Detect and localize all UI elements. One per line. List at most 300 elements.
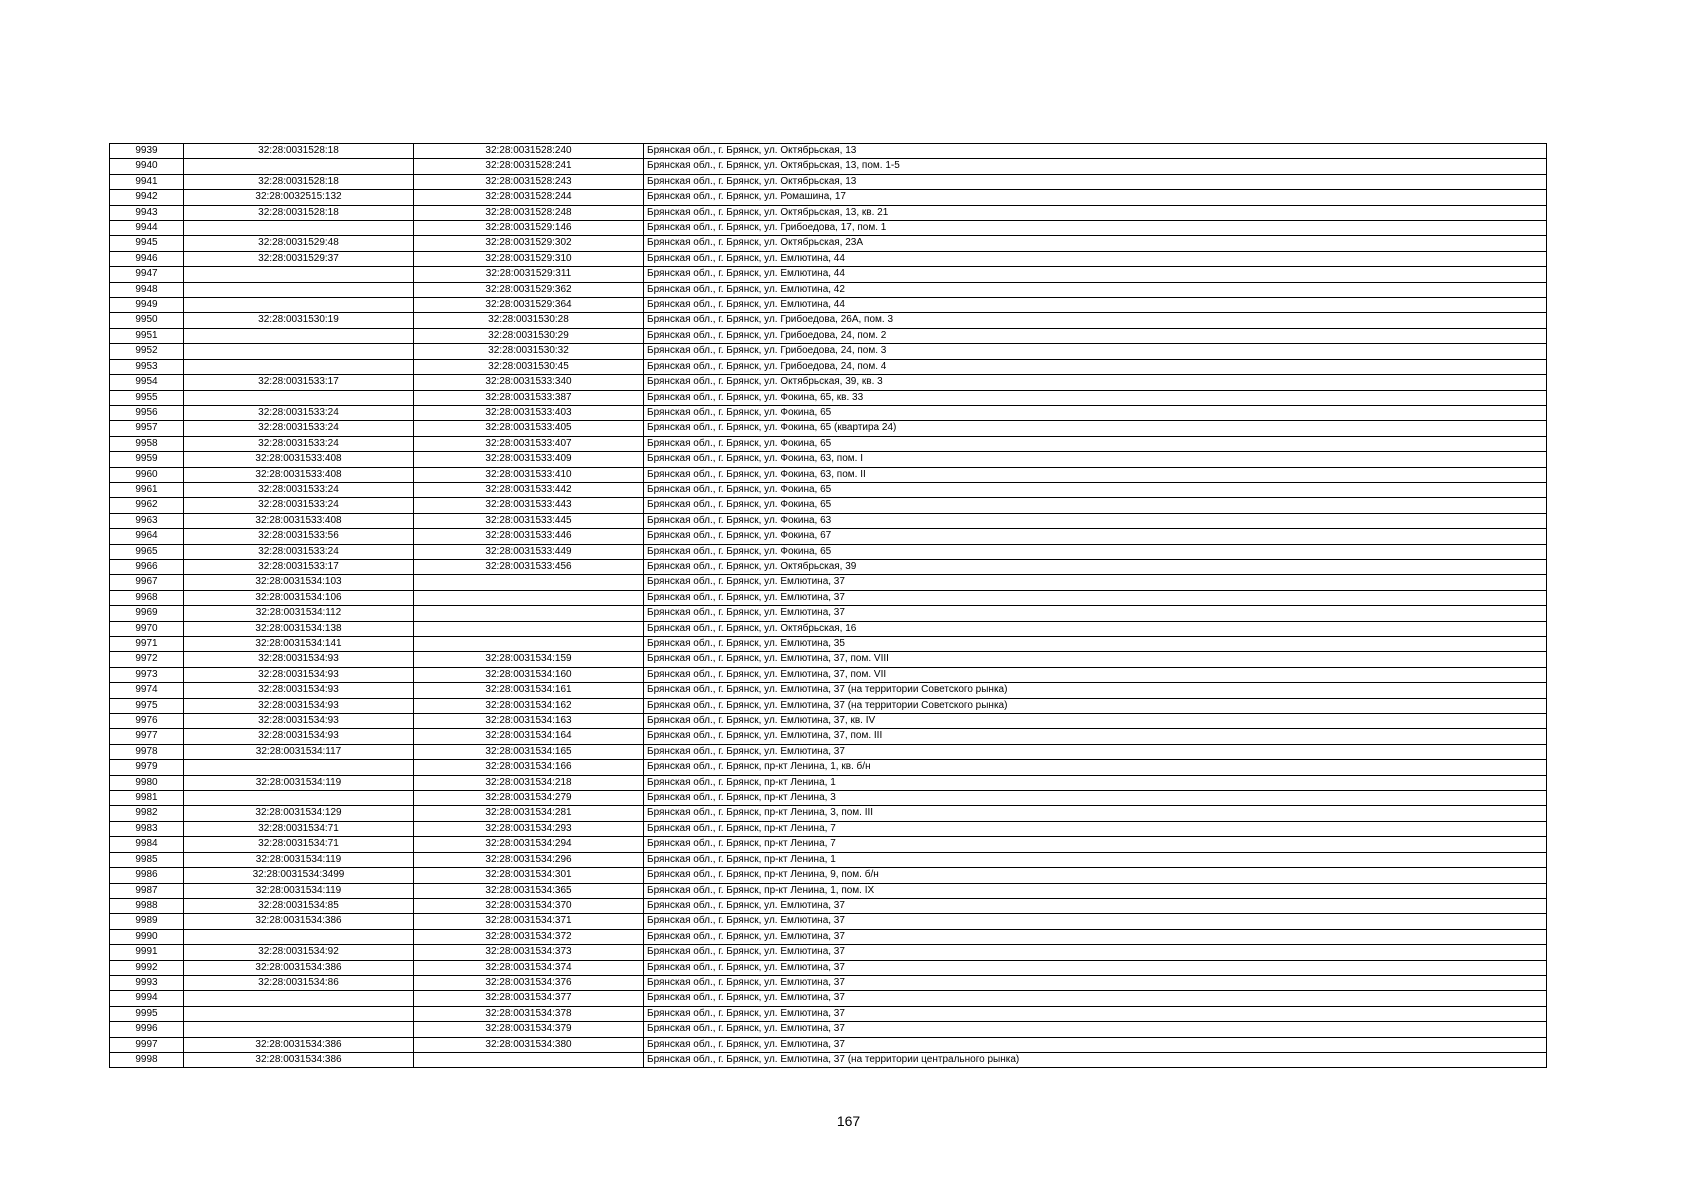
row-number-cell: 9968 bbox=[110, 590, 184, 605]
row-number-cell: 9997 bbox=[110, 1037, 184, 1052]
address-cell: Брянская обл., г. Брянск, ул. Емлютина, 37 bbox=[644, 606, 1547, 621]
table-row bbox=[110, 1006, 1547, 1021]
cadastral-number-cell: 32:28:0031533:403 bbox=[414, 405, 644, 420]
table-row bbox=[110, 945, 1547, 960]
row-number-cell: 9954 bbox=[110, 375, 184, 390]
table-row bbox=[110, 267, 1547, 282]
table-row bbox=[110, 898, 1547, 913]
table-row bbox=[110, 637, 1547, 652]
parent-cadastral-number-cell: 32:28:0031534:93 bbox=[184, 683, 414, 698]
parent-cadastral-number-cell: 32:28:0031534:106 bbox=[184, 590, 414, 605]
parent-cadastral-number-cell: 32:28:0031534:112 bbox=[184, 606, 414, 621]
address-cell: Брянская обл., г. Брянск, ул. Емлютина, 37 bbox=[644, 945, 1547, 960]
row-number-cell: 9965 bbox=[110, 544, 184, 559]
address-cell: Брянская обл., г. Брянск, пр-кт Ленина, 3 bbox=[644, 791, 1547, 806]
row-number-cell: 9992 bbox=[110, 960, 184, 975]
row-number-cell: 9955 bbox=[110, 390, 184, 405]
table-row bbox=[110, 652, 1547, 667]
address-cell: Брянская обл., г. Брянск, ул. Фокина, 63, пом. I bbox=[644, 452, 1547, 467]
row-number-cell: 9945 bbox=[110, 236, 184, 251]
row-number-cell: 9972 bbox=[110, 652, 184, 667]
row-number-cell: 9989 bbox=[110, 914, 184, 929]
address-cell: Брянская обл., г. Брянск, ул. Грибоедова, 24, пом. 2 bbox=[644, 328, 1547, 343]
cadastral-number-cell: 32:28:0031534:372 bbox=[414, 929, 644, 944]
parent-cadastral-number-cell: 32:28:0031529:37 bbox=[184, 251, 414, 266]
row-number-cell: 9982 bbox=[110, 806, 184, 821]
address-cell: Брянская обл., г. Брянск, ул. Емлютина, 37 bbox=[644, 929, 1547, 944]
parent-cadastral-number-cell: 32:28:0031533:408 bbox=[184, 513, 414, 528]
page-number: 167 bbox=[836, 1113, 861, 1129]
table-row bbox=[110, 1037, 1547, 1052]
parent-cadastral-number-cell: 32:28:0031534:141 bbox=[184, 637, 414, 652]
row-number-cell: 9988 bbox=[110, 898, 184, 913]
table-row bbox=[110, 806, 1547, 821]
address-cell: Брянская обл., г. Брянск, ул. Емлютина, 37 bbox=[644, 960, 1547, 975]
parent-cadastral-number-cell: 32:28:0032515:132 bbox=[184, 190, 414, 205]
address-cell: Брянская обл., г. Брянск, ул. Октябрьская, 39, кв. 3 bbox=[644, 375, 1547, 390]
cadastral-number-cell: 32:28:0031529:364 bbox=[414, 298, 644, 313]
table-row bbox=[110, 991, 1547, 1006]
document-sheet bbox=[109, 143, 1546, 1068]
parent-cadastral-number-cell bbox=[184, 359, 414, 374]
table-row bbox=[110, 590, 1547, 605]
table-row bbox=[110, 852, 1547, 867]
table-row bbox=[110, 791, 1547, 806]
cadastral-number-cell: 32:28:0031534:301 bbox=[414, 868, 644, 883]
address-cell: Брянская обл., г. Брянск, ул. Емлютина, 37 bbox=[644, 744, 1547, 759]
cadastral-number-cell: 32:28:0031534:376 bbox=[414, 975, 644, 990]
table-row bbox=[110, 221, 1547, 236]
parent-cadastral-number-cell: 32:28:0031528:18 bbox=[184, 205, 414, 220]
address-cell: Брянская обл., г. Брянск, ул. Фокина, 65 bbox=[644, 436, 1547, 451]
row-number-cell: 9996 bbox=[110, 1022, 184, 1037]
parent-cadastral-number-cell: 32:28:0031533:17 bbox=[184, 559, 414, 574]
address-cell: Брянская обл., г. Брянск, ул. Емлютина, 37 bbox=[644, 1037, 1547, 1052]
cadastral-number-cell: 32:28:0031529:310 bbox=[414, 251, 644, 266]
parent-cadastral-number-cell: 32:28:0031534:386 bbox=[184, 914, 414, 929]
row-number-cell: 9964 bbox=[110, 529, 184, 544]
cadastral-number-cell: 32:28:0031534:162 bbox=[414, 698, 644, 713]
parent-cadastral-number-cell: 32:28:0031534:386 bbox=[184, 1052, 414, 1067]
row-number-cell: 9943 bbox=[110, 205, 184, 220]
address-cell: Брянская обл., г. Брянск, ул. Емлютина, 37 bbox=[644, 991, 1547, 1006]
address-cell: Брянская обл., г. Брянск, ул. Фокина, 65 bbox=[644, 544, 1547, 559]
address-cell: Брянская обл., г. Брянск, ул. Фокина, 65 (квартира 24) bbox=[644, 421, 1547, 436]
address-cell: Брянская обл., г. Брянск, ул. Емлютина, 37 (на территории Советского рынка) bbox=[644, 683, 1547, 698]
row-number-cell: 9944 bbox=[110, 221, 184, 236]
address-cell: Брянская обл., г. Брянск, ул. Емлютина, 44 bbox=[644, 298, 1547, 313]
row-number-cell: 9941 bbox=[110, 174, 184, 189]
cadastral-number-cell: 32:28:0031534:218 bbox=[414, 775, 644, 790]
row-number-cell: 9987 bbox=[110, 883, 184, 898]
address-cell: Брянская обл., г. Брянск, ул. Емлютина, 37 bbox=[644, 1022, 1547, 1037]
address-cell: Брянская обл., г. Брянск, ул. Емлютина, 37, кв. IV bbox=[644, 714, 1547, 729]
table-row bbox=[110, 883, 1547, 898]
table-row bbox=[110, 452, 1547, 467]
row-number-cell: 9951 bbox=[110, 328, 184, 343]
address-cell: Брянская обл., г. Брянск, ул. Емлютина, 37 (на территории центрального рынка) bbox=[644, 1052, 1547, 1067]
cadastral-number-cell: 32:28:0031534:379 bbox=[414, 1022, 644, 1037]
parent-cadastral-number-cell: 32:28:0031533:24 bbox=[184, 436, 414, 451]
table-row bbox=[110, 975, 1547, 990]
cadastral-number-cell: 32:28:0031528:243 bbox=[414, 174, 644, 189]
address-cell: Брянская обл., г. Брянск, ул. Емлютина, 37, пом. VIII bbox=[644, 652, 1547, 667]
parent-cadastral-number-cell bbox=[184, 282, 414, 297]
cadastral-number-cell: 32:28:0031534:296 bbox=[414, 852, 644, 867]
parent-cadastral-number-cell bbox=[184, 760, 414, 775]
address-cell: Брянская обл., г. Брянск, ул. Ромашина, 17 bbox=[644, 190, 1547, 205]
row-number-cell: 9980 bbox=[110, 775, 184, 790]
address-cell: Брянская обл., г. Брянск, ул. Октябрьская, 13 bbox=[644, 144, 1547, 159]
row-number-cell: 9950 bbox=[110, 313, 184, 328]
table-row bbox=[110, 621, 1547, 636]
table-row bbox=[110, 282, 1547, 297]
cadastral-number-cell: 32:28:0031534:377 bbox=[414, 991, 644, 1006]
cadastral-number-cell: 32:28:0031530:32 bbox=[414, 344, 644, 359]
row-number-cell: 9979 bbox=[110, 760, 184, 775]
address-cell: Брянская обл., г. Брянск, ул. Емлютина, 35 bbox=[644, 637, 1547, 652]
parent-cadastral-number-cell: 32:28:0031534:3499 bbox=[184, 868, 414, 883]
cadastral-number-cell: 32:28:0031534:160 bbox=[414, 667, 644, 682]
parent-cadastral-number-cell: 32:28:0031533:24 bbox=[184, 544, 414, 559]
row-number-cell: 9967 bbox=[110, 575, 184, 590]
row-number-cell: 9986 bbox=[110, 868, 184, 883]
address-cell: Брянская обл., г. Брянск, ул. Емлютина, 37 bbox=[644, 590, 1547, 605]
row-number-cell: 9991 bbox=[110, 945, 184, 960]
address-cell: Брянская обл., г. Брянск, ул. Емлютина, 37, пом. VII bbox=[644, 667, 1547, 682]
address-cell: Брянская обл., г. Брянск, пр-кт Ленина, 7 bbox=[644, 821, 1547, 836]
parent-cadastral-number-cell: 32:28:0031534:117 bbox=[184, 744, 414, 759]
cadastral-number-cell: 32:28:0031533:387 bbox=[414, 390, 644, 405]
table-row bbox=[110, 744, 1547, 759]
row-number-cell: 9939 bbox=[110, 144, 184, 159]
parent-cadastral-number-cell bbox=[184, 791, 414, 806]
row-number-cell: 9983 bbox=[110, 821, 184, 836]
parent-cadastral-number-cell: 32:28:0031534:93 bbox=[184, 714, 414, 729]
table-row bbox=[110, 405, 1547, 420]
row-number-cell: 9976 bbox=[110, 714, 184, 729]
cadastral-number-cell: 32:28:0031528:241 bbox=[414, 159, 644, 174]
cadastral-number-cell: 32:28:0031534:159 bbox=[414, 652, 644, 667]
parent-cadastral-number-cell: 32:28:0031534:386 bbox=[184, 960, 414, 975]
address-cell: Брянская обл., г. Брянск, ул. Октябрьская, 13 bbox=[644, 174, 1547, 189]
table-row bbox=[110, 1022, 1547, 1037]
cadastral-number-cell: 32:28:0031533:340 bbox=[414, 375, 644, 390]
row-number-cell: 9953 bbox=[110, 359, 184, 374]
cadastral-number-cell: 32:28:0031534:365 bbox=[414, 883, 644, 898]
parent-cadastral-number-cell: 32:28:0031533:24 bbox=[184, 421, 414, 436]
parent-cadastral-number-cell bbox=[184, 159, 414, 174]
row-number-cell: 9961 bbox=[110, 482, 184, 497]
cadastral-number-cell: 32:28:0031534:378 bbox=[414, 1006, 644, 1021]
address-cell: Брянская обл., г. Брянск, пр-кт Ленина, 9, пом. б/н bbox=[644, 868, 1547, 883]
table-row bbox=[110, 821, 1547, 836]
address-cell: Брянская обл., г. Брянск, ул. Емлютина, 37 (на территории Советского рынка) bbox=[644, 698, 1547, 713]
address-cell: Брянская обл., г. Брянск, ул. Емлютина, 44 bbox=[644, 267, 1547, 282]
table-row bbox=[110, 375, 1547, 390]
row-number-cell: 9973 bbox=[110, 667, 184, 682]
cadastral-number-cell bbox=[414, 590, 644, 605]
row-number-cell: 9942 bbox=[110, 190, 184, 205]
table-row bbox=[110, 544, 1547, 559]
parent-cadastral-number-cell: 32:28:0031533:408 bbox=[184, 452, 414, 467]
parent-cadastral-number-cell: 32:28:0031533:17 bbox=[184, 375, 414, 390]
cadastral-number-cell: 32:28:0031529:311 bbox=[414, 267, 644, 282]
row-number-cell: 9975 bbox=[110, 698, 184, 713]
table-row bbox=[110, 914, 1547, 929]
row-number-cell: 9957 bbox=[110, 421, 184, 436]
parent-cadastral-number-cell: 32:28:0031534:93 bbox=[184, 729, 414, 744]
parent-cadastral-number-cell: 32:28:0031533:24 bbox=[184, 482, 414, 497]
address-cell: Брянская обл., г. Брянск, ул. Емлютина, 37 bbox=[644, 1006, 1547, 1021]
table-row bbox=[110, 436, 1547, 451]
table-row bbox=[110, 714, 1547, 729]
parent-cadastral-number-cell: 32:28:0031534:71 bbox=[184, 837, 414, 852]
address-cell: Брянская обл., г. Брянск, ул. Фокина, 65 bbox=[644, 405, 1547, 420]
table-row bbox=[110, 390, 1547, 405]
cadastral-number-cell: 32:28:0031534:166 bbox=[414, 760, 644, 775]
table-row bbox=[110, 482, 1547, 497]
parent-cadastral-number-cell bbox=[184, 1022, 414, 1037]
table-row bbox=[110, 205, 1547, 220]
row-number-cell: 9962 bbox=[110, 498, 184, 513]
cadastral-number-cell: 32:28:0031534:294 bbox=[414, 837, 644, 852]
row-number-cell: 9947 bbox=[110, 267, 184, 282]
row-number-cell: 9971 bbox=[110, 637, 184, 652]
address-cell: Брянская обл., г. Брянск, ул. Емлютина, 37 bbox=[644, 575, 1547, 590]
table-row bbox=[110, 698, 1547, 713]
parent-cadastral-number-cell bbox=[184, 1006, 414, 1021]
parent-cadastral-number-cell: 32:28:0031533:408 bbox=[184, 467, 414, 482]
address-cell: Брянская обл., г. Брянск, ул. Емлютина, 37 bbox=[644, 914, 1547, 929]
parent-cadastral-number-cell: 32:28:0031534:103 bbox=[184, 575, 414, 590]
row-number-cell: 9952 bbox=[110, 344, 184, 359]
cadastral-number-cell: 32:28:0031534:279 bbox=[414, 791, 644, 806]
address-cell: Брянская обл., г. Брянск, ул. Октябрьская, 39 bbox=[644, 559, 1547, 574]
table-row bbox=[110, 929, 1547, 944]
table-row bbox=[110, 236, 1547, 251]
table-row bbox=[110, 559, 1547, 574]
cadastral-number-cell: 32:28:0031534:161 bbox=[414, 683, 644, 698]
row-number-cell: 9995 bbox=[110, 1006, 184, 1021]
parent-cadastral-number-cell: 32:28:0031529:48 bbox=[184, 236, 414, 251]
cadastral-number-cell: 32:28:0031529:302 bbox=[414, 236, 644, 251]
address-cell: Брянская обл., г. Брянск, пр-кт Ленина, 1, кв. б/н bbox=[644, 760, 1547, 775]
table-row bbox=[110, 575, 1547, 590]
row-number-cell: 9956 bbox=[110, 405, 184, 420]
cadastral-number-cell: 32:28:0031530:45 bbox=[414, 359, 644, 374]
table-row bbox=[110, 498, 1547, 513]
table-row bbox=[110, 190, 1547, 205]
row-number-cell: 9984 bbox=[110, 837, 184, 852]
address-cell: Брянская обл., г. Брянск, ул. Фокина, 67 bbox=[644, 529, 1547, 544]
property-registry-table bbox=[109, 143, 1547, 1068]
cadastral-number-cell: 32:28:0031529:362 bbox=[414, 282, 644, 297]
table-row bbox=[110, 144, 1547, 159]
cadastral-number-cell: 32:28:0031533:449 bbox=[414, 544, 644, 559]
cadastral-number-cell: 32:28:0031534:281 bbox=[414, 806, 644, 821]
cadastral-number-cell: 32:28:0031533:442 bbox=[414, 482, 644, 497]
parent-cadastral-number-cell: 32:28:0031534:119 bbox=[184, 852, 414, 867]
table-row bbox=[110, 760, 1547, 775]
parent-cadastral-number-cell bbox=[184, 929, 414, 944]
address-cell: Брянская обл., г. Брянск, пр-кт Ленина, 7 bbox=[644, 837, 1547, 852]
table-row bbox=[110, 513, 1547, 528]
cadastral-number-cell: 32:28:0031528:240 bbox=[414, 144, 644, 159]
parent-cadastral-number-cell: 32:28:0031533:24 bbox=[184, 405, 414, 420]
table-row bbox=[110, 667, 1547, 682]
address-cell: Брянская обл., г. Брянск, ул. Фокина, 65, кв. 33 bbox=[644, 390, 1547, 405]
table-row bbox=[110, 868, 1547, 883]
table-row bbox=[110, 251, 1547, 266]
cadastral-number-cell: 32:28:0031528:244 bbox=[414, 190, 644, 205]
address-cell: Брянская обл., г. Брянск, ул. Фокина, 65 bbox=[644, 482, 1547, 497]
cadastral-number-cell: 32:28:0031534:293 bbox=[414, 821, 644, 836]
cadastral-number-cell: 32:28:0031534:380 bbox=[414, 1037, 644, 1052]
row-number-cell: 9958 bbox=[110, 436, 184, 451]
table-row bbox=[110, 174, 1547, 189]
row-number-cell: 9959 bbox=[110, 452, 184, 467]
parent-cadastral-number-cell: 32:28:0031534:93 bbox=[184, 698, 414, 713]
table-row bbox=[110, 467, 1547, 482]
address-cell: Брянская обл., г. Брянск, ул. Емлютина, 37 bbox=[644, 975, 1547, 990]
parent-cadastral-number-cell: 32:28:0031534:71 bbox=[184, 821, 414, 836]
parent-cadastral-number-cell: 32:28:0031534:129 bbox=[184, 806, 414, 821]
address-cell: Брянская обл., г. Брянск, ул. Грибоедова, 17, пом. 1 bbox=[644, 221, 1547, 236]
address-cell: Брянская обл., г. Брянск, ул. Октябрьская, 23А bbox=[644, 236, 1547, 251]
parent-cadastral-number-cell bbox=[184, 390, 414, 405]
row-number-cell: 9960 bbox=[110, 467, 184, 482]
table-row bbox=[110, 359, 1547, 374]
row-number-cell: 9994 bbox=[110, 991, 184, 1006]
cadastral-number-cell bbox=[414, 621, 644, 636]
parent-cadastral-number-cell: 32:28:0031534:119 bbox=[184, 775, 414, 790]
cadastral-number-cell bbox=[414, 1052, 644, 1067]
parent-cadastral-number-cell: 32:28:0031534:93 bbox=[184, 667, 414, 682]
row-number-cell: 9963 bbox=[110, 513, 184, 528]
address-cell: Брянская обл., г. Брянск, ул. Грибоедова, 26А, пом. 3 bbox=[644, 313, 1547, 328]
cadastral-number-cell: 32:28:0031534:163 bbox=[414, 714, 644, 729]
row-number-cell: 9993 bbox=[110, 975, 184, 990]
row-number-cell: 9998 bbox=[110, 1052, 184, 1067]
table-row bbox=[110, 606, 1547, 621]
cadastral-number-cell: 32:28:0031534:373 bbox=[414, 945, 644, 960]
table-row bbox=[110, 837, 1547, 852]
address-cell: Брянская обл., г. Брянск, ул. Октябрьская, 13, пом. 1-5 bbox=[644, 159, 1547, 174]
row-number-cell: 9985 bbox=[110, 852, 184, 867]
cadastral-number-cell: 32:28:0031533:446 bbox=[414, 529, 644, 544]
table-row bbox=[110, 729, 1547, 744]
row-number-cell: 9990 bbox=[110, 929, 184, 944]
parent-cadastral-number-cell bbox=[184, 298, 414, 313]
cadastral-number-cell: 32:28:0031530:29 bbox=[414, 328, 644, 343]
cadastral-number-cell: 32:28:0031534:370 bbox=[414, 898, 644, 913]
table-row bbox=[110, 775, 1547, 790]
address-cell: Брянская обл., г. Брянск, ул. Емлютина, 37 bbox=[644, 898, 1547, 913]
parent-cadastral-number-cell: 32:28:0031534:119 bbox=[184, 883, 414, 898]
parent-cadastral-number-cell: 32:28:0031534:85 bbox=[184, 898, 414, 913]
parent-cadastral-number-cell: 32:28:0031533:24 bbox=[184, 498, 414, 513]
cadastral-number-cell: 32:28:0031534:374 bbox=[414, 960, 644, 975]
cadastral-number-cell bbox=[414, 575, 644, 590]
parent-cadastral-number-cell bbox=[184, 991, 414, 1006]
table-row bbox=[110, 313, 1547, 328]
parent-cadastral-number-cell bbox=[184, 221, 414, 236]
table-row bbox=[110, 421, 1547, 436]
cadastral-number-cell: 32:28:0031533:456 bbox=[414, 559, 644, 574]
cadastral-number-cell: 32:28:0031534:164 bbox=[414, 729, 644, 744]
parent-cadastral-number-cell: 32:28:0031528:18 bbox=[184, 174, 414, 189]
address-cell: Брянская обл., г. Брянск, ул. Емлютина, 42 bbox=[644, 282, 1547, 297]
address-cell: Брянская обл., г. Брянск, ул. Фокина, 65 bbox=[644, 498, 1547, 513]
parent-cadastral-number-cell: 32:28:0031534:386 bbox=[184, 1037, 414, 1052]
table-row bbox=[110, 1052, 1547, 1067]
row-number-cell: 9977 bbox=[110, 729, 184, 744]
address-cell: Брянская обл., г. Брянск, пр-кт Ленина, 1 bbox=[644, 775, 1547, 790]
address-cell: Брянская обл., г. Брянск, ул. Грибоедова, 24, пом. 4 bbox=[644, 359, 1547, 374]
address-cell: Брянская обл., г. Брянск, ул. Фокина, 63 bbox=[644, 513, 1547, 528]
parent-cadastral-number-cell: 32:28:0031530:19 bbox=[184, 313, 414, 328]
address-cell: Брянская обл., г. Брянск, ул. Емлютина, 37, пом. III bbox=[644, 729, 1547, 744]
parent-cadastral-number-cell: 32:28:0031534:138 bbox=[184, 621, 414, 636]
address-cell: Брянская обл., г. Брянск, ул. Емлютина, 44 bbox=[644, 251, 1547, 266]
table-row bbox=[110, 344, 1547, 359]
parent-cadastral-number-cell: 32:28:0031528:18 bbox=[184, 144, 414, 159]
row-number-cell: 9940 bbox=[110, 159, 184, 174]
cadastral-number-cell: 32:28:0031534:371 bbox=[414, 914, 644, 929]
cadastral-number-cell bbox=[414, 606, 644, 621]
table-row bbox=[110, 328, 1547, 343]
cadastral-number-cell: 32:28:0031533:407 bbox=[414, 436, 644, 451]
row-number-cell: 9974 bbox=[110, 683, 184, 698]
table-body bbox=[110, 144, 1547, 1068]
cadastral-number-cell: 32:28:0031533:405 bbox=[414, 421, 644, 436]
cadastral-number-cell: 32:28:0031534:165 bbox=[414, 744, 644, 759]
row-number-cell: 9949 bbox=[110, 298, 184, 313]
row-number-cell: 9969 bbox=[110, 606, 184, 621]
parent-cadastral-number-cell: 32:28:0031533:56 bbox=[184, 529, 414, 544]
address-cell: Брянская обл., г. Брянск, ул. Октябрьская, 16 bbox=[644, 621, 1547, 636]
cadastral-number-cell: 32:28:0031528:248 bbox=[414, 205, 644, 220]
row-number-cell: 9970 bbox=[110, 621, 184, 636]
parent-cadastral-number-cell bbox=[184, 344, 414, 359]
parent-cadastral-number-cell: 32:28:0031534:86 bbox=[184, 975, 414, 990]
cadastral-number-cell: 32:28:0031533:443 bbox=[414, 498, 644, 513]
address-cell: Брянская обл., г. Брянск, ул. Фокина, 63, пом. II bbox=[644, 467, 1547, 482]
table-row bbox=[110, 960, 1547, 975]
cadastral-number-cell: 32:28:0031533:409 bbox=[414, 452, 644, 467]
cadastral-number-cell: 32:28:0031530:28 bbox=[414, 313, 644, 328]
parent-cadastral-number-cell: 32:28:0031534:92 bbox=[184, 945, 414, 960]
parent-cadastral-number-cell: 32:28:0031534:93 bbox=[184, 652, 414, 667]
row-number-cell: 9946 bbox=[110, 251, 184, 266]
table-row bbox=[110, 159, 1547, 174]
address-cell: Брянская обл., г. Брянск, пр-кт Ленина, 1, пом. IX bbox=[644, 883, 1547, 898]
table-row bbox=[110, 529, 1547, 544]
row-number-cell: 9978 bbox=[110, 744, 184, 759]
address-cell: Брянская обл., г. Брянск, пр-кт Ленина, 1 bbox=[644, 852, 1547, 867]
cadastral-number-cell: 32:28:0031529:146 bbox=[414, 221, 644, 236]
address-cell: Брянская обл., г. Брянск, пр-кт Ленина, 3, пом. III bbox=[644, 806, 1547, 821]
parent-cadastral-number-cell bbox=[184, 328, 414, 343]
row-number-cell: 9948 bbox=[110, 282, 184, 297]
cadastral-number-cell bbox=[414, 637, 644, 652]
cadastral-number-cell: 32:28:0031533:410 bbox=[414, 467, 644, 482]
cadastral-number-cell: 32:28:0031533:445 bbox=[414, 513, 644, 528]
parent-cadastral-number-cell bbox=[184, 267, 414, 282]
row-number-cell: 9981 bbox=[110, 791, 184, 806]
row-number-cell: 9966 bbox=[110, 559, 184, 574]
